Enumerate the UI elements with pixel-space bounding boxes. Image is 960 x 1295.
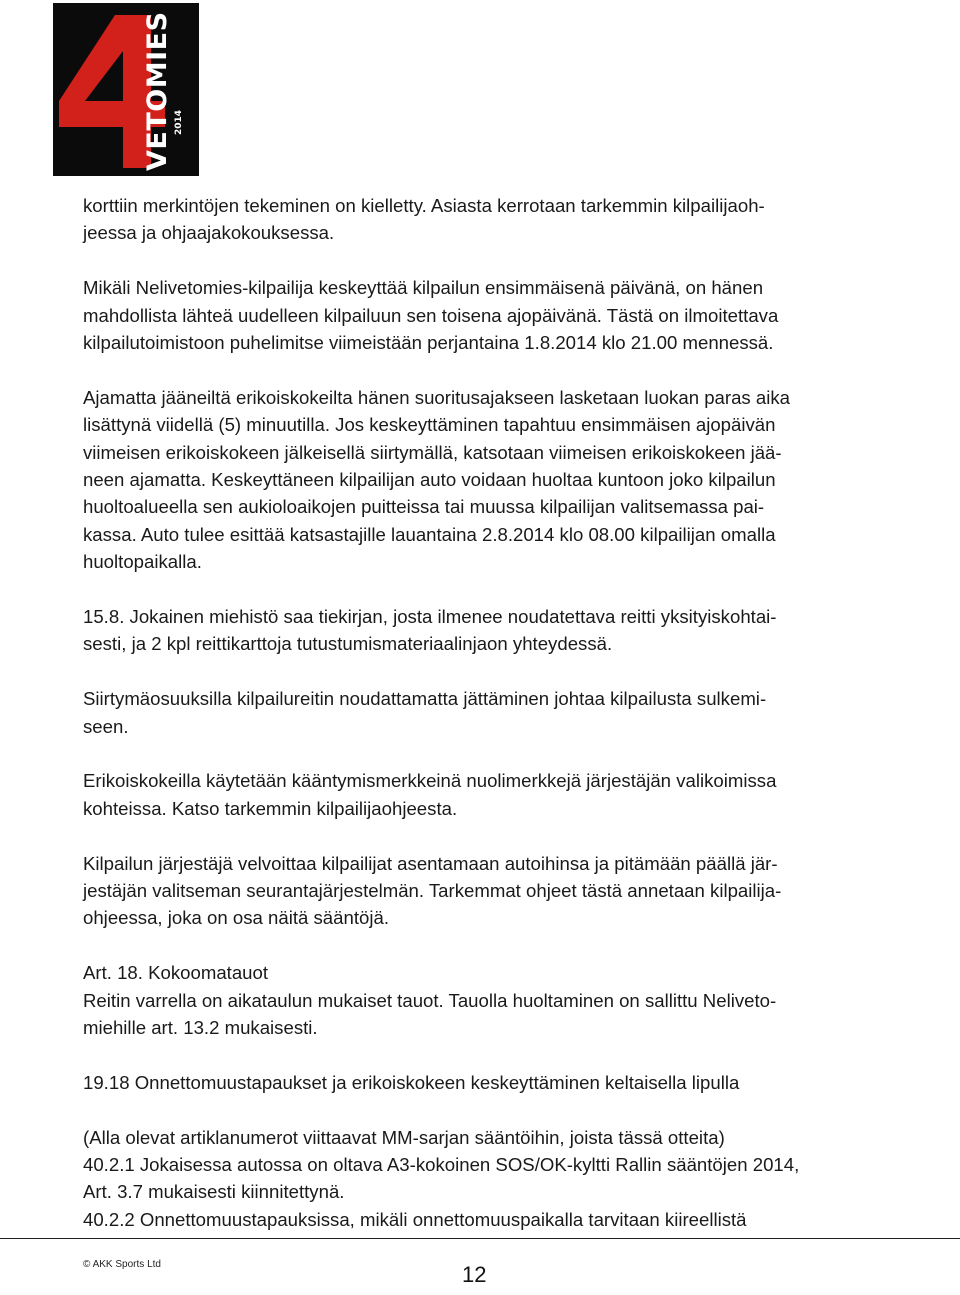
paragraph: Art. 18. Kokoomatauot Reitin varrella on aikataulun mukaiset tauot. Tauolla huoltaminen on sallittu Neliveto- miehille art. 13.2 mukaisesti. (83, 962, 777, 1039)
footer-divider (0, 1238, 960, 1239)
paragraph: Ajamatta jääneiltä erikoiskokeilta hänen suoritusajakseen lasketaan luokan paras aika lisättynä viidellä (5) minuutilla. Jos keskeyttäminen tapahtuu ensimmäisen ajopäivän viimeisen erikoiskokeen jälkeisellä siirtymällä, katsotaan viimeisen erikoiskokeen jää- neen ajamatta. Keskeyttäneen kilpailijan auto voidaan huoltaa kuntoon joko kilpailun huoltoalueella sen aukioloaikojen puitteissa tai muussa kilpailijan valitsemassa pai- kassa. Auto tulee esittää katsastajille lauantaina 2.8.2014 klo 08.00 kilpailijan omalla huoltopaikalla. (83, 386, 790, 573)
logo-graphic (53, 3, 199, 176)
paragraph: Erikoiskokeilla käytetään kääntymismerkkeinä nuolimerkkejä järjestäjän valikoimissa kohteissa. Katso tarkemmin kilpailijaohjeesta. (83, 770, 777, 819)
vetomies-logo (53, 3, 199, 176)
paragraph: Siirtymäosuuksilla kilpailureitin noudattamatta jättäminen johtaa kilpailusta sulkemi- seen. (83, 688, 767, 737)
section-heading: 19.18 Onnettomuustapaukset ja erikoiskokeen keskeyttäminen keltaisella lipulla (83, 1071, 740, 1093)
paragraph: Kilpailun järjestäjä velvoittaa kilpailijat asentamaan autoihinsa ja pitämään päällä jär- jestäjän valitseman seurantajärjestelmän. Tarkemmat ohjeet tästä annetaan kilpailija- ohjeessa, joka on osa näitä sääntöjä. (83, 852, 782, 929)
copyright-text: © AKK Sports Ltd (83, 1259, 161, 1270)
paragraph: 15.8. Jokainen miehistö saa tiekirjan, josta ilmenee noudatettava reitti yksityiskohtai- sesti, ja 2 kpl reittikarttoja tutustumismateriaalinjaon yhteydessä. (83, 606, 777, 655)
page-body (83, 192, 883, 1233)
paragraph: (Alla olevat artiklanumerot viittaavat MM-sarjan sääntöihin, joista tässä otteita) 40.2.1 Jokaisessa autossa on oltava A3-kokoinen SOS/OK-kyltti Rallin sääntöjen 2014, Art. 3.7 mukaisesti kiinnitettynä. 40.2.2 Onnettomuustapauksissa, mikäli onnettomuuspaikalla tarvitaan kiireellistä (83, 1126, 800, 1230)
paragraph: Mikäli Nelivetomies-kilpailija keskeyttää kilpailun ensimmäisenä päivänä, on hänen mahdollista lähteä uudelleen kilpailuun sen toisena ajopäivänä. Tästä on ilmoitettava kilpailutoimistoon puhelimitse viimeistään perjantaina 1.8.2014 klo 21.00 mennessä. (83, 277, 779, 354)
paragraph: korttiin merkintöjen tekeminen on kielletty. Asiasta kerrotaan tarkemmin kilpailijaoh- jeessa ja ohjaajakokouksessa. (83, 195, 765, 244)
logo-year: 2014 (174, 109, 184, 135)
logo-word: VETOMIES (142, 11, 173, 171)
page-number: 12 (462, 1262, 487, 1287)
